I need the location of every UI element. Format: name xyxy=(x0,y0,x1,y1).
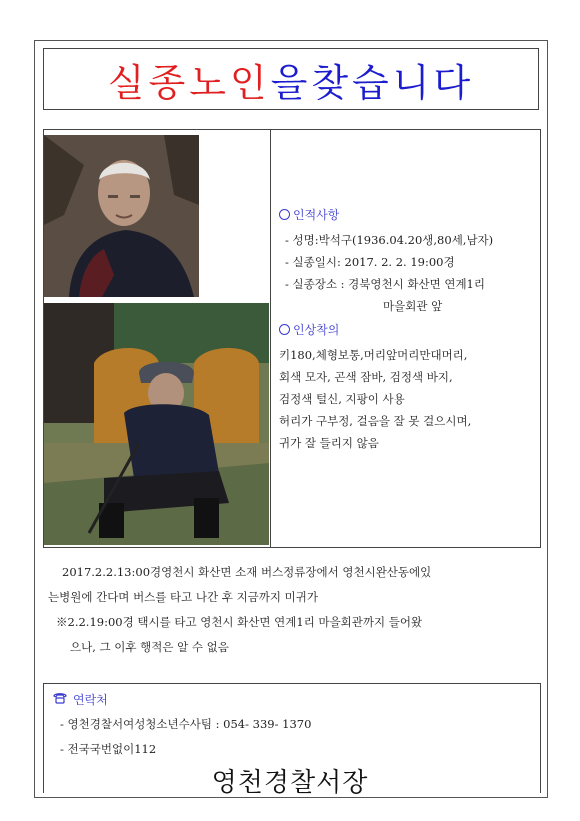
incident-note: ※2.2.19:00경 택시를 타고 영천시 화산면 연계1리 마을회관까지 들어왔 xyxy=(56,615,423,629)
title-red-part: 실종노인 xyxy=(107,60,271,105)
appearance-line: 검정색 털신, 지팡이 사용 xyxy=(279,392,405,406)
phone-icon xyxy=(53,692,67,707)
incident-note: 으나, 그 이후 행적은 알 수 없음 xyxy=(70,640,229,654)
info-panel xyxy=(279,206,539,454)
appearance-heading: 인상착의 xyxy=(279,321,539,338)
appearance-line: 회색 모자, 곤색 잠바, 검정색 바지, xyxy=(279,370,453,384)
personal-heading: 인적사항 xyxy=(279,206,539,223)
missing-place-line: - 실종장소 : 경북영천시 화산면 연계1리 xyxy=(285,277,485,291)
missing-date-line: - 실종일시: 2017. 2. 2. 19:00경 xyxy=(285,255,455,269)
incident-text: 는병원에 간다며 버스를 타고 나간 후 지금까지 미귀가 xyxy=(48,590,318,604)
portrait-photo xyxy=(44,135,199,297)
issuer-signature: 영천경찰서장 xyxy=(211,768,369,798)
poster-title xyxy=(43,48,539,110)
contact-police-line: - 영천경찰서여성청소년수사팀 : 054- 339- 1370 xyxy=(60,717,312,731)
contact-emergency-line: - 전국국번없이112 xyxy=(60,742,157,756)
contact-heading: 연락처 xyxy=(53,691,108,708)
full-body-photo xyxy=(44,303,269,545)
incident-description xyxy=(48,560,538,660)
circle-bullet-icon xyxy=(279,209,290,220)
circle-bullet-icon xyxy=(279,324,290,335)
missing-place-line-2: 마을회관 앞 xyxy=(383,299,443,313)
title-blue-part: 을찾습니다 xyxy=(270,60,475,105)
appearance-line: 키180,체형보통,머리앞머리만대머리, xyxy=(279,348,468,362)
section-divider xyxy=(270,129,271,548)
incident-text: 2017.2.2.13:00경영천시 화산면 소재 버스정류장에서 영천시완산동에있 xyxy=(62,565,432,579)
appearance-line: 허리가 구부정, 걸음을 잘 못 걸으시며, xyxy=(279,414,472,428)
appearance-line: 귀가 잘 들리지 않음 xyxy=(279,436,379,450)
name-line: - 성명:박석구(1936.04.20생,80세,남자) xyxy=(285,233,494,247)
